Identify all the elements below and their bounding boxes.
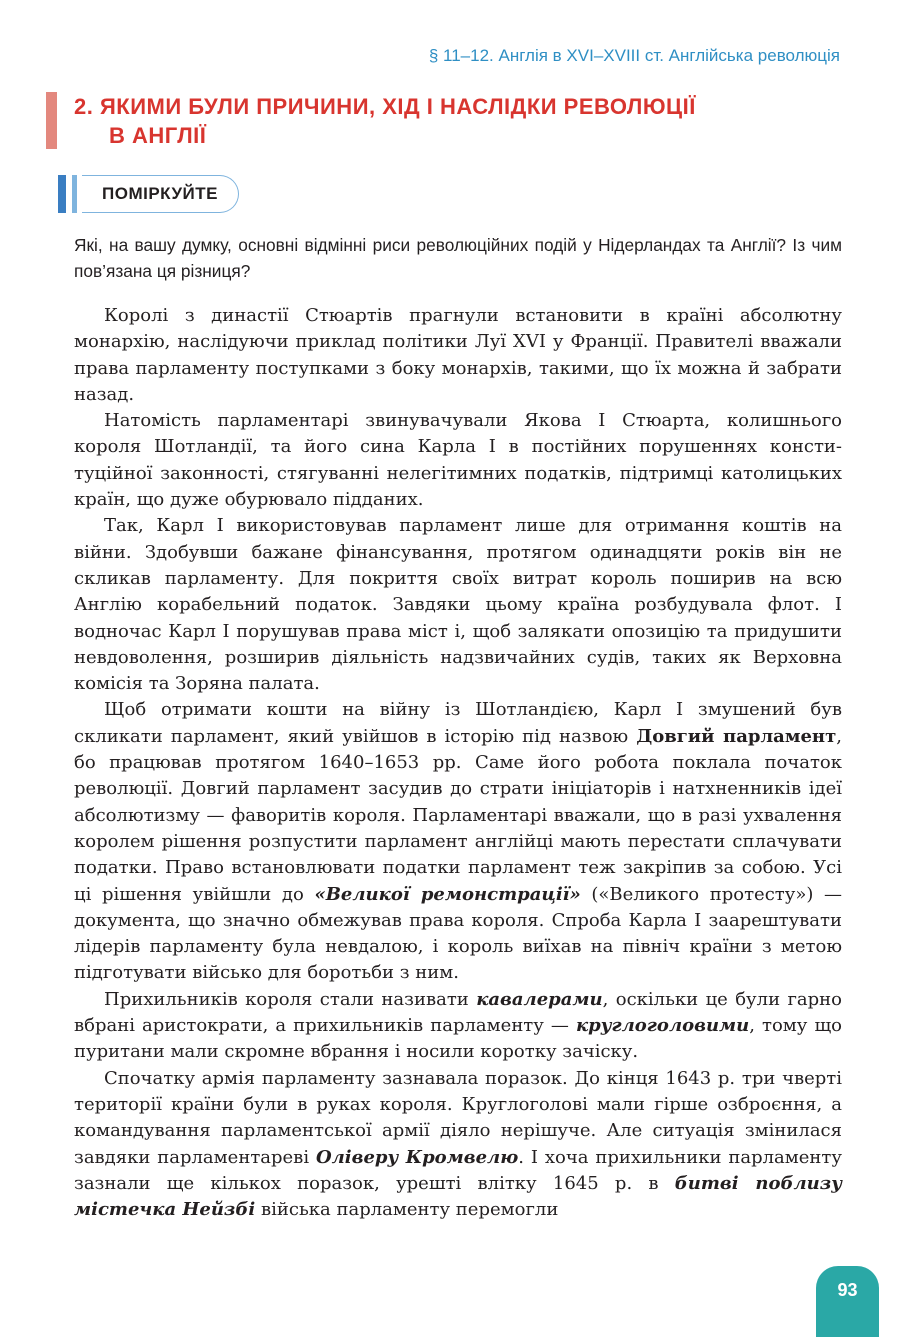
think-box-stripe-light: [72, 175, 77, 213]
term-long-parliament: Довгий парламент: [636, 725, 837, 747]
term-oliver-cromwell: Оліверу Кромвелю: [315, 1146, 519, 1168]
paragraph-4-text-c: («Великого протесту») — документа, що значно обмежував права короля. Спроба Карла I заарештувати лідерів парламенту була невдалою, і король виїхав на північ країни з метою підготувати військо для боротьби з ним.: [74, 883, 842, 984]
paragraph-3: Так, Карл I використовував парламент лише для отримання коштів на війни. Здобувши бажане фінансування, протягом одинадцяти років він не скликав парламенту. Для покриття своїх витрат король поширив на всю Англію корабельний податок. Завдяки цьому країна розбудувала флот. І водночас Карл I порушував права міст і, щоб залякати опозицію та придушити невдоволення, розширив діяльність надзвичайних судів, таких як Верховна комісія та Зоряна палата.: [74, 515, 842, 695]
think-question: Які, на вашу думку, основні відмінні риси революційних подій у Нідерландах та Англії? Із чим пов’язана ця різниця?: [74, 235, 842, 281]
think-box-label: ПОМІРКУЙТЕ: [82, 175, 239, 213]
paragraph-5-text-b: , оскільки це були гарно вбрані аристократи, а прихильників парламенту —: [74, 988, 842, 1037]
section-title-accent-bar: [46, 92, 57, 149]
paragraph-6-text-b: . І хоча прихильники парламенту зазнали ще кількох поразок, урешті влітку 1645 р. в: [74, 1146, 842, 1194]
paragraph-4-text-b: , бо працював протягом 1640–1653 рр. Саме його робота поклала початок революції. Довгий парламент засудив до страти ініціаторів і натхненників ідеї абсолютизму — фаворитів короля. Парламентарі вважали, що в разі ухвалення королем рішення розпустити парламент англійці мають перестати сплачувати податки. Право встановлювати податки парламент теж закріпив за собою. Усі ці рішення увійшли до: [74, 725, 842, 905]
paragraph-5-text-a: Прихильників короля стали називати: [104, 988, 477, 1010]
paragraph-5-text-c: , тому що пуритани мали скромне вбрання і носили коротку зачіску.: [74, 1015, 843, 1063]
paragraph-4: [74, 697, 842, 986]
paragraph-5: [74, 987, 842, 1066]
term-cavaliers: кавалерами: [476, 988, 603, 1010]
section-title-line-2: В АНГЛІЇ: [109, 123, 207, 148]
main-text: [74, 303, 842, 1223]
running-head: § 11–12. Англія в XVI–XVIII ст. Англійська революція: [428, 46, 840, 65]
paragraph-2: Натомість парламентарі звинувачували Якова I Стюарта, колишнього короля Шотландії, та його сина Карла I в постійних порушеннях конституційної законності, стягуванні нелегітимних податків, підтримці католицьких країн, що дуже обурювало підданих.: [74, 410, 842, 511]
paragraph-6-text-a: Спочатку армія парламенту зазнавала поразок. До кінця 1643 р. три чверті території країни були в руках короля. Круглоголові мали гірше озброєння, а командування парламентської армії діяло нерішуче. Але ситуація змінилася завдяки парламентареві: [74, 1067, 842, 1168]
paragraph-4-text-a: Щоб отримати кошти на війну із Шотландією, Карл I змушений був скликати парламент, який увійшов в історію під назвою: [74, 699, 842, 747]
page-number: 93: [837, 1280, 858, 1300]
term-roundheads: круглоголовими: [575, 1015, 750, 1037]
section-title-line-1: 2. ЯКИМИ БУЛИ ПРИЧИНИ, ХІД І НАСЛІДКИ РЕВОЛЮЦІЇ: [74, 94, 696, 119]
paragraph-6-text-c: війська парламенту перемогли: [255, 1199, 559, 1221]
page-number-tab: [816, 1266, 879, 1337]
section-title: [74, 92, 854, 150]
paragraph-1: Королі з династії Стюартів прагнули встановити в країні абсолютну монархію, наслідуючи приклад політики Луї XVI у Франції. Правителі вважали права парламенту поступками з боку монархів, такими, що їх можна й забрати назад.: [74, 305, 842, 405]
think-box-stripe-dark: [58, 175, 66, 213]
term-grand-remonstrance: «Великої ремонстрації»: [314, 883, 581, 905]
paragraph-6: [74, 1066, 842, 1224]
term-battle-of-naseby: битві поблизу містечка Нейзбі: [74, 1172, 842, 1221]
